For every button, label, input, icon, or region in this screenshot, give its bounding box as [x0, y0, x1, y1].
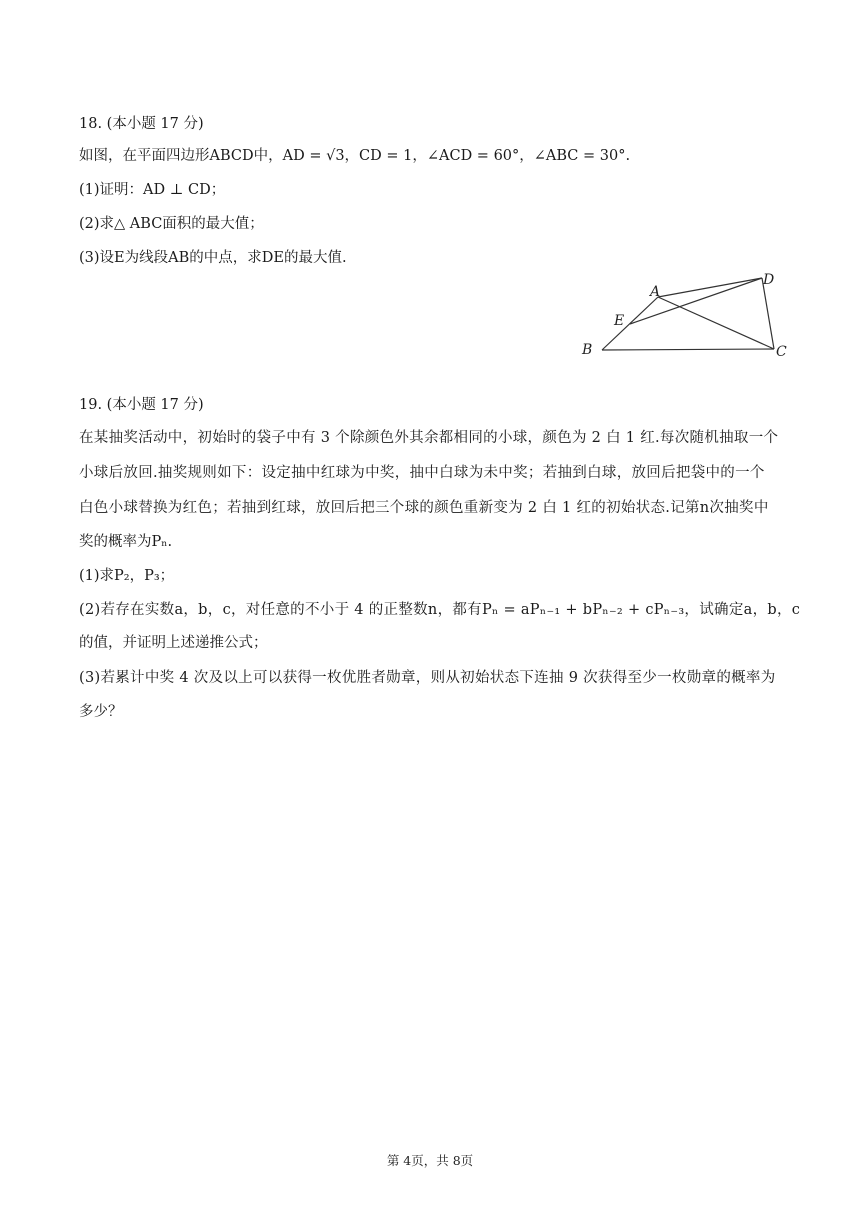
- label-C: C: [776, 344, 787, 360]
- q19-part2-line-1: (2)若存在实数a，b，c，对任意的不小于 4 的正整数n，都有Pₙ = aPₙ₋₁ + bPₙ₋₂ + cPₙ₋₃，试确定a，b，c: [79, 602, 801, 618]
- q19-stem-line-2: 小球后放回.抽奖规则如下：设定抽中红球为中奖，抽中白球为未中奖；若抽到白球，放回后把袋中的一个: [79, 465, 765, 481]
- page-footer: 第 4页，共 8页: [386, 1153, 474, 1168]
- q18-header: 18. (本小题 17 分): [79, 116, 204, 132]
- q19-part3-line-1: (3)若累计中奖 4 次及以上可以获得一枚优胜者勋章，则从初始状态下连抽 9 次获得至少一枚勋章的概率为: [79, 670, 776, 686]
- q18-part3: (3)设E为线段AB的中点，求DE的最大值.: [79, 250, 347, 266]
- quadrilateral-figure: [578, 268, 794, 364]
- q19-part1: (1)求P₂，P₃；: [79, 568, 175, 584]
- q18-part1: (1)证明：AD ⊥ CD；: [79, 182, 226, 198]
- segment-AC: [658, 297, 774, 349]
- segment-BC: [602, 349, 774, 350]
- label-D: D: [763, 272, 775, 288]
- segment-CD: [762, 278, 774, 349]
- q18-part2: (2)求△ ABC面积的最大值；: [79, 216, 264, 232]
- q19-header: 19. (本小题 17 分): [79, 397, 204, 413]
- label-E: E: [614, 313, 625, 329]
- q19-stem-line-4: 奖的概率为Pₙ.: [79, 534, 173, 550]
- segment-DA: [658, 278, 762, 297]
- q19-stem-line-1: 在某抽奖活动中，初始时的袋子中有 3 个除颜色外其余都相同的小球，颜色为 2 白 1 红.每次随机抽取一个: [79, 430, 779, 446]
- q18-stem: 如图，在平面四边形ABCD中，AD = √3，CD = 1，∠ACD = 60°，∠ABC = 30°.: [79, 148, 631, 164]
- q19-stem-line-3: 白色小球替换为红色；若抽到红球，放回后把三个球的颜色重新变为 2 白 1 红的初始状态.记第n次抽奖中: [79, 500, 769, 516]
- label-A: A: [650, 284, 661, 300]
- quadrilateral-diagram: [578, 268, 794, 364]
- label-B: B: [582, 342, 593, 358]
- q19-part2-line-2: 的值，并证明上述递推公式；: [79, 635, 268, 651]
- q19-part3-line-2: 多少？: [79, 704, 123, 720]
